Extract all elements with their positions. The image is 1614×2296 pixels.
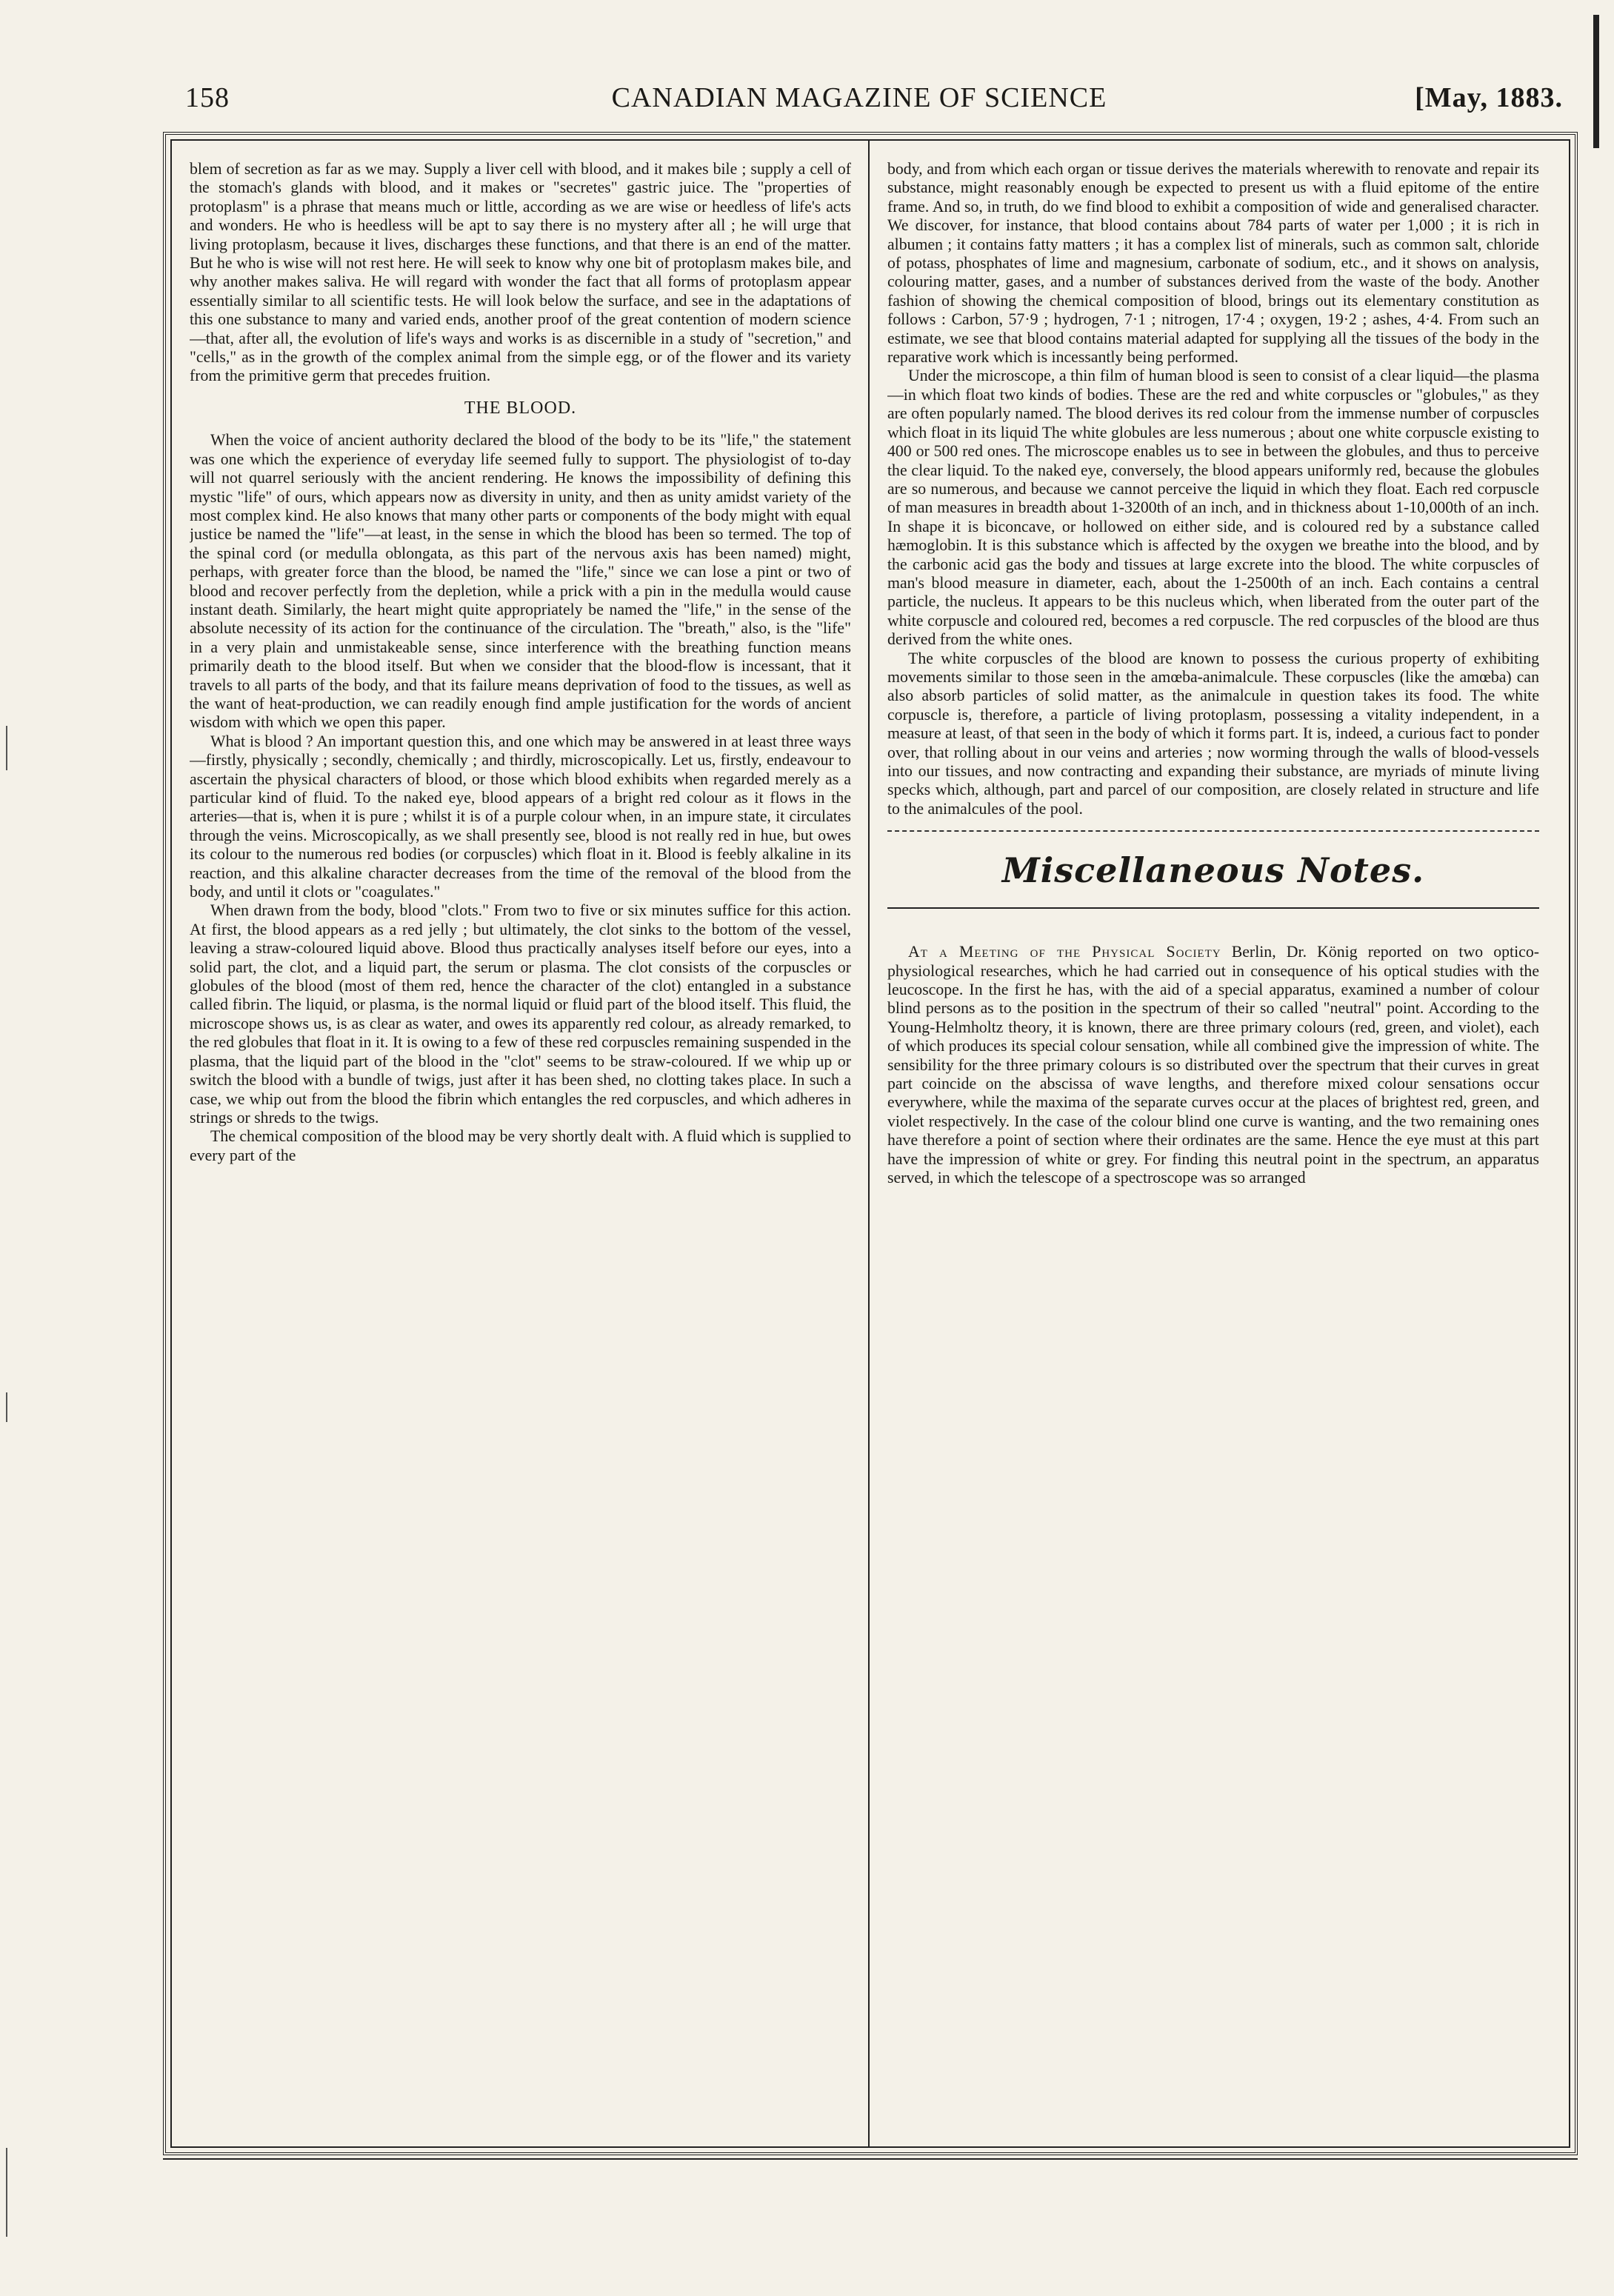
blood-paragraph-1: When the voice of ancient authority declared the blood of the body to be its "life," the statement was one which the experience of everyday life seemed fully to support. The physiologist of to-day will not quarrel seriously with the ancient rendering. He knows the impossibility of defining this mystic "life" of ours, which appears now as diversity in unity, and then as unity amidst variety of the most complex kind. He also knows that many other parts or components of the body might with equal justice be named the "life"—at least, in the sense in which the blood has been so termed. The top of the spinal cord (or medulla oblongata, as this part of the nervous axis has been named) might, perhaps, with greater force than the blood, be named the "life," since we can lose a pint or two of blood and recover perfectly from the depletion, while a prick with a pin in the medulla would cause instant death. Similarly, the heart might quite appropriately be named the "life," in the sense of the absolute necessity of its action for the continuance of the circulation. The "breath," also, is the "life" in a very plain and unmistakeable sense, since interference with the breathing function means primarily death to the blood itself. But when we consider that the blood-flow is incessant, that it travels to all parts of the body, and that its failure means deprivation of food to the tissues, as well as the want of heat-production, we can readily enough find ample justification for the words of ancient wisdom with which we open this paper. [190,431,851,732]
misc-notes-title: Miscellaneous Notes. [1001,850,1425,891]
column-divider [868,141,870,2146]
blood-paragraph-6: Under the microscope, a thin film of human blood is seen to consist of a clear liquid—the plasma—in which float two kinds of bodies. These are the red and white corpuscles or "globules," as they are often popularly named. The blood derives its red colour from the immense number of corpuscles which float in its liquid The white globules are less numerous ; about one white corpuscle existing to 400 or 500 red ones. The microscope enables us to see in between the globules, and thus to perceive the clear liquid. To the naked eye, conversely, the blood appears uniformly red, because the globules are so numerous, and because we cannot perceive the liquid in which they float. Each red corpuscle of man measures in breadth about 1-3200th of an inch, and in thickness about 1-10,000th of an inch. In shape it is biconcave, or hollowed on either side, and is coloured red by a substance called hæmoglobin. It is this substance which is affected by the oxygen we breathe into the blood, and by the carbonic acid gas the body and tissues at large excrete into the blood. The white corpuscles of man's blood measure in diameter, each, about the 1-2500th of an inch. Each contains a central particle, the nucleus. It appears to be this nucleus which, when liberated from the outer part of the white corpuscle and coloured red, becomes a red corpuscle. The red corpuscles of the blood are thus derived from the white ones. [887,367,1539,649]
margin-speck [6,2148,7,2237]
misc-lead-in: At a Meeting of the Physical Society [908,943,1221,961]
page-frame-inner [170,139,1570,2148]
blood-paragraph-3: When drawn from the body, blood "clots." From two to five or six minutes suffice for this action. At first, the blood appears as a red jelly ; but ultimately, the clot sinks to the bottom of the vessel, leaving a straw-coloured liquid above. Blood thus practically analyses itself before our eyes, into a solid part, the clot, and a liquid part, the serum or plasma. The clot consists of the corpuscles or globules of the blood (most of them red, hence the character of the clot) entangled in a substance called fibrin. The liquid, or plasma, is the normal liquid or fluid part of the blood itself. This fluid, the microscope shows us, is as clear as water, and owes its apparently red colour, as already remarked, to the red globules that float in it. It is owing to a few of these red corpuscles remaining suspended in the plasma, that the liquid part of the blood in the "clot" seems to be straw-coloured. If we whip up or switch the blood with a bundle of twigs, just after it has been shed, no clotting takes place. In such a case, we whip out from the blood the fibrin which entangles the red corpuscles, and which adheres in strings or shreds to the twigs. [190,901,851,1127]
misc-paragraph-1 [887,943,1539,1187]
blood-paragraph-7: The white corpuscles of the blood are known to possess the curious property of exhibiting movements similar to those seen in the amœba-animalcule. These corpuscles (like the amœba) can also absorb particles of solid matter, as the animalcule in question takes its food. The white corpuscle is, therefore, a particle of living protoplasm, possessing a vitality independent, in a measure at least, of that seen in the body of which it forms part. It is, indeed, a curious fact to ponder over, that rolling about in our veins and arteries ; now worming through the walls of blood-vessels into our tissues, and now contracting and expanding their substance, are myriads of minute living specks which, although, part and parcel of our composition, are closely related in structure and life to the animalcules of the pool. [887,649,1539,818]
blood-paragraph-2: What is blood ? An important question this, and one which may be answered in at least three ways—firstly, physically ; secondly, chemically ; and thirdly, microscopically. Let us, firstly, endeavour to ascertain the physical characters of blood, or those which blood exhibits when regarded merely as a particular kind of fluid. To the naked eye, blood appears of a bright red colour as it flows in the arteries—that is, when it is pure ; whilst it is of a purple colour when, in an impure state, it circulates through the veins. Microscopically, as we shall presently see, blood is not really red in hue, but owes its colour to the numerous red bodies (or corpuscles) which float in it. Blood is feebly alkaline in its reaction, and this alkaline character decreases from the time of the removal of the blood from the body, and until it clots or "coagulates." [190,732,851,901]
running-head [133,76,1585,120]
blood-paragraph-4: The chemical composition of the blood may be very shortly dealt with. A fluid which is supplied to every part of the [190,1127,851,1164]
misc-body: Berlin, Dr. König reported on two optico-physiological researches, which he had carried out in consequence of his optical studies with the leucoscope. In the first he has, with the aid of a special apparatus, examined a number of colour blind persons as to the position in the spectrum of their so called "neutral" point. According to the Young-Helmholtz theory, it is known, there are three primary colours (red, green, and violet), each of which produces its special colour sensation, while all combined give the impression of white. The sensibility for the three primary colours is so distributed over the spectrum that their curves in great part coincide on the abscissa of wave lengths, and therefore mixed colour sensations occur everywhere, while the maxima of the separate curves occur at the places of brightest red, green, and violet respectively. In the case of the colour blind one curve is wanting, and the two remaining ones have therefore a point of section where their ordinates are the same. Hence the eye must at this part have the impression of white or grey. For finding this neutral point in the spectrum, an apparatus served, in which the telescope of a spectroscope was so arranged [887,943,1539,1187]
misc-title-rule [887,907,1539,909]
issue-date: [May, 1883. [1415,82,1563,113]
page-number: 158 [185,82,230,113]
margin-speck [6,726,7,770]
magazine-title: CANADIAN MAGAZINE OF SCIENCE [611,82,1107,113]
section-title-blood: THE BLOOD. [464,398,577,418]
blood-paragraph-5: body, and from which each organ or tissue derives the materials wherewith to renovate and repair its substance, might reasonably enough be expected to present us with a fluid epitome of the entire frame. And so, in truth, do we find blood to exhibit a composition of wide and generalised character. We discover, for instance, that blood contains about 784 parts of water per 1,000 ; it is rich in albumen ; it contains fatty matters ; it has a complex list of minerals, such as common salt, chloride of potass, phosphates of lime and magnesium, carbonate of sodium, etc., and it shows on analysis, colouring matter, gases, and a number of substances derived from the waste of the body. Another fashion of showing the chemical composition of blood, brings out its elementary constitution as follows : Carbon, 57·9 ; hydrogen, 7·1 ; nitrogen, 17·4 ; oxygen, 19·2 ; ashes, 4·4. From such an estimate, we see that blood contains material adapted for supplying all the tissues of the body in the reparative work which is incessantly being performed. [887,160,1539,367]
left-column [190,160,851,2124]
section-rule [887,830,1539,832]
right-column [887,160,1539,2124]
bottom-rule [163,2158,1578,2160]
intro-paragraph: blem of secretion as far as we may. Supply a liver cell with blood, and it makes bile ; supply a cell of the stomach's glands with blood, and it makes or "secretes" gastric juice. The "properties of protoplasm" is a phrase that means much or little, according as we are wise or heedless of life's acts and wonders. He who is heedless will be apt to say there is no mystery after all ; he will urge that living protoplasm, because it lives, discharges these functions, and that there is an end of the matter. But he who is wise will not rest here. He will seek to know why one bit of protoplasm makes bile, and why another makes saliva. He will regard with wonder the fact that all forms of protoplasm appear essentially similar to all scientific tests. He will look below the surface, and see in the adaptations of this one substance to many and varied ends, another proof of the great contention of modern science—that, after all, the evolution of life's ways and works is as discernible in a study of "secretion," and "cells," as in the growth of the complex animal from the simple egg, or of the flower and its variety from the primitive germ that precedes fruition. [190,160,851,385]
page-edge-mark [1593,15,1599,148]
page-frame [163,132,1578,2155]
margin-speck [6,1392,7,1422]
